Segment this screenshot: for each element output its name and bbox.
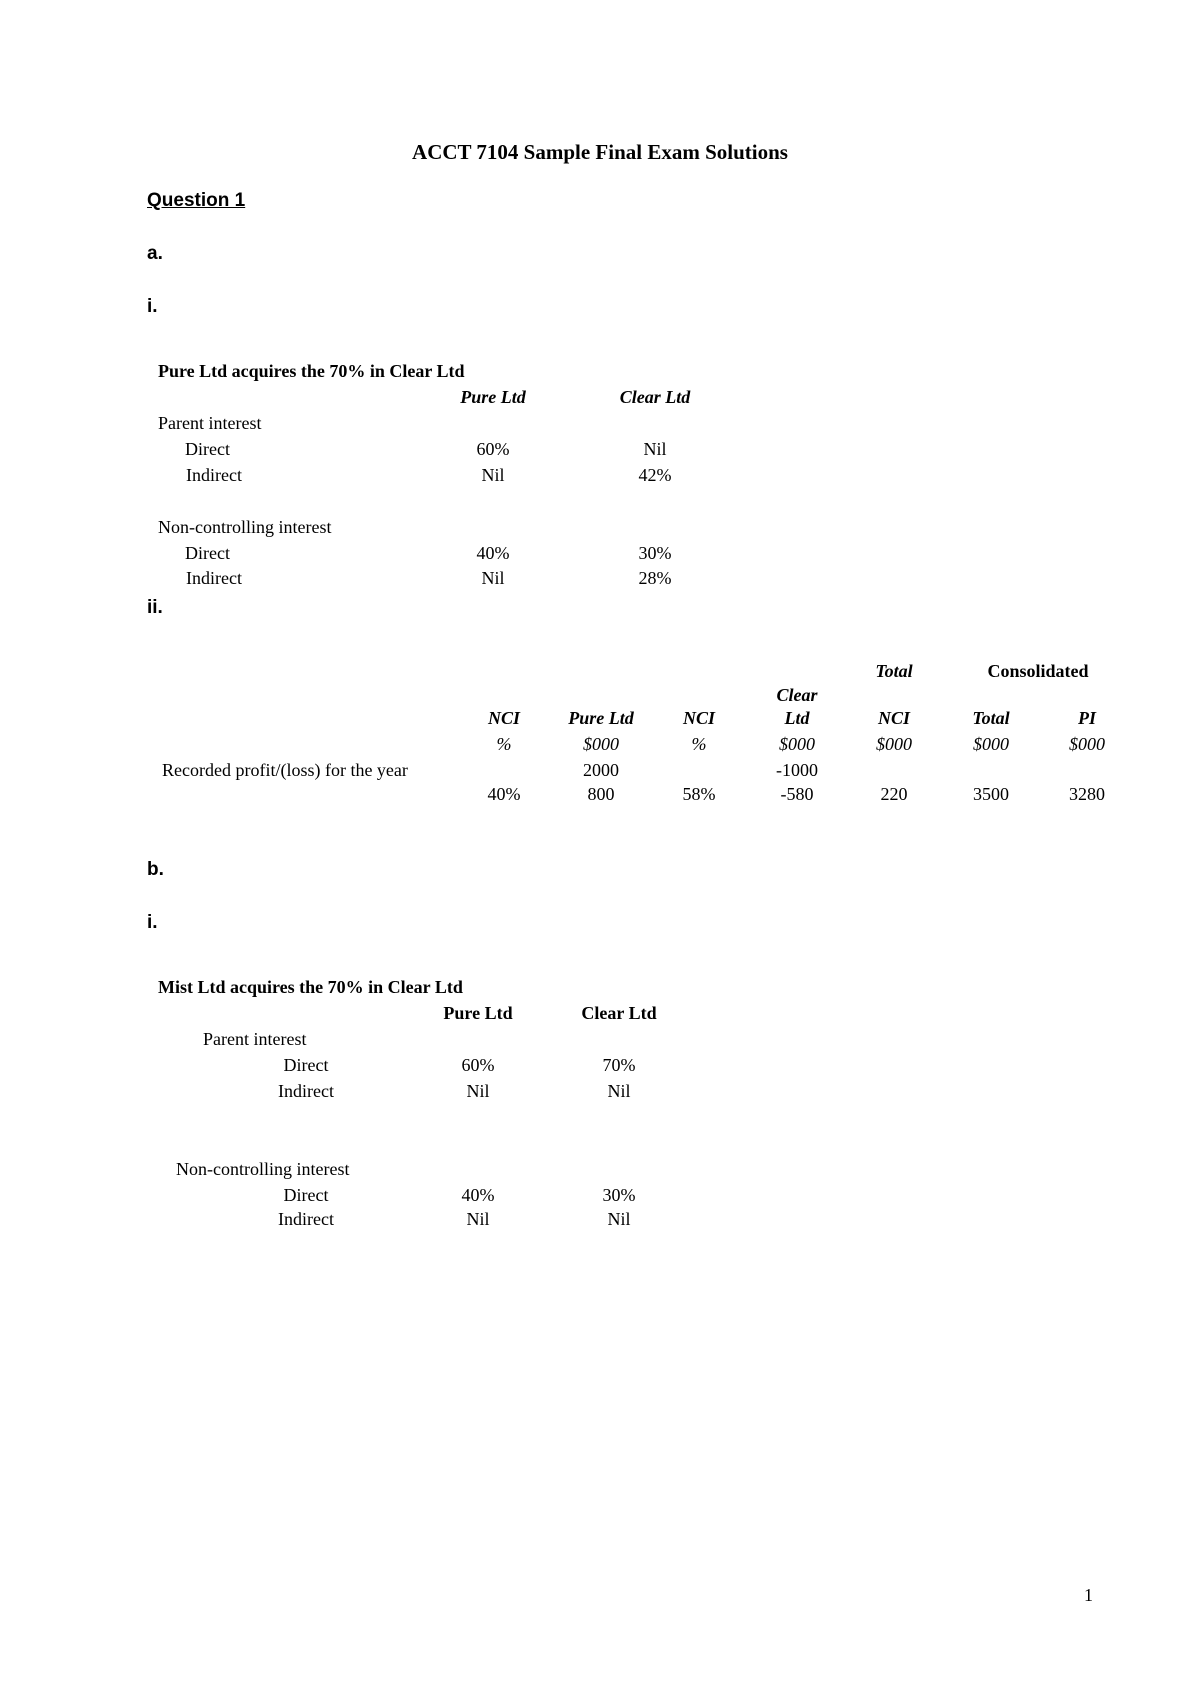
part-b-label: b. <box>147 859 164 880</box>
profit-r2-clear: -580 <box>780 784 814 804</box>
part-a-col-pure: Pure Ltd <box>460 387 526 407</box>
profit-unit-pure: $000 <box>583 734 619 754</box>
profit-header-ltd: Ltd <box>784 708 810 728</box>
profit-unit-nci: $000 <box>876 734 912 754</box>
profit-r2-pi: 3280 <box>1069 784 1105 804</box>
part-a-parent-indirect-pure: Nil <box>481 465 505 485</box>
part-a-parent-interest: Parent interest <box>158 413 262 433</box>
profit-header-clear: Clear <box>776 685 818 705</box>
part-a-nci-label: Non-controlling interest <box>158 517 332 537</box>
profit-header-total-nci: NCI <box>877 708 911 728</box>
part-a-nci-indirect-clear: 28% <box>638 568 672 588</box>
document-title: ACCT 7104 Sample Final Exam Solutions <box>412 140 788 164</box>
part-a-nci-indirect-label: Indirect <box>186 568 242 588</box>
part-b-nci-label: Non-controlling interest <box>176 1159 350 1179</box>
part-a-nci-direct-pure: 40% <box>476 543 510 563</box>
profit-r2-nci-pct: 40% <box>487 784 521 804</box>
part-b-parent-direct-pure: 60% <box>461 1055 495 1075</box>
part-b-nci-indirect-pure: Nil <box>466 1209 490 1229</box>
profit-r1-clear: -1000 <box>776 760 818 780</box>
part-a-table-title: Pure Ltd acquires the 70% in Clear Ltd <box>158 361 465 381</box>
profit-header-pi: PI <box>1078 708 1096 728</box>
part-b-nci-direct-clear: 30% <box>602 1185 636 1205</box>
part-b-col-clear: Clear Ltd <box>581 1003 657 1023</box>
part-b-col-pure: Pure Ltd <box>443 1003 513 1023</box>
profit-r2-total-nci: 220 <box>880 784 908 804</box>
part-b-parent-interest: Parent interest <box>203 1029 307 1049</box>
profit-r2-total: 3500 <box>973 784 1009 804</box>
part-a-label: a. <box>147 243 163 264</box>
profit-unit-total: $000 <box>973 734 1009 754</box>
part-a-parent-direct-label: Direct <box>185 439 230 459</box>
part-b-table-title: Mist Ltd acquires the 70% in Clear Ltd <box>158 977 463 997</box>
part-b-nci-indirect-clear: Nil <box>607 1209 631 1229</box>
profit-header-nci-2: NCI <box>682 708 716 728</box>
part-a-parent-direct-pure: 60% <box>476 439 510 459</box>
profit-header-nci: NCI <box>487 708 521 728</box>
part-b-parent-indirect-pure: Nil <box>466 1081 490 1101</box>
part-b-sub-i-label: i. <box>147 912 158 933</box>
profit-row-label: Recorded profit/(loss) for the year <box>162 760 408 780</box>
part-a-sub-i-label: i. <box>147 296 158 317</box>
part-b-nci-direct-pure: 40% <box>461 1185 495 1205</box>
profit-r2-pure: 800 <box>587 784 615 804</box>
part-b-parent-direct-clear: 70% <box>602 1055 636 1075</box>
profit-r2-nci-pct-2: 58% <box>682 784 716 804</box>
profit-header-cons-total: Total <box>972 708 1010 728</box>
part-b-parent-indirect-label: Indirect <box>278 1081 334 1101</box>
part-a-parent-indirect-label: Indirect <box>186 465 242 485</box>
part-b-nci-indirect-label: Indirect <box>278 1209 334 1229</box>
part-a-nci-direct-label: Direct <box>185 543 230 563</box>
profit-unit-pct: % <box>496 734 512 754</box>
profit-header-consolidated: Consolidated <box>987 661 1089 681</box>
profit-unit-pi: $000 <box>1069 734 1105 754</box>
part-b-parent-direct-label: Direct <box>283 1055 329 1075</box>
part-a-sub-ii-label: ii. <box>147 597 163 618</box>
profit-header-total: Total <box>875 661 913 681</box>
part-a-col-clear: Clear Ltd <box>619 387 691 407</box>
part-a-parent-direct-clear: Nil <box>643 439 667 459</box>
profit-unit-clear: $000 <box>779 734 815 754</box>
part-b-nci-direct-label: Direct <box>283 1185 329 1205</box>
question-heading: Question 1 <box>147 190 246 211</box>
part-a-parent-indirect-clear: 42% <box>638 465 672 485</box>
page-number: 1 <box>1084 1585 1093 1605</box>
part-b-parent-indirect-clear: Nil <box>607 1081 631 1101</box>
profit-header-pure-ltd: Pure Ltd <box>568 708 634 728</box>
profit-r1-pure: 2000 <box>583 760 619 780</box>
part-a-nci-direct-clear: 30% <box>638 543 672 563</box>
part-a-nci-indirect-pure: Nil <box>481 568 505 588</box>
profit-unit-pct-2: % <box>691 734 707 754</box>
